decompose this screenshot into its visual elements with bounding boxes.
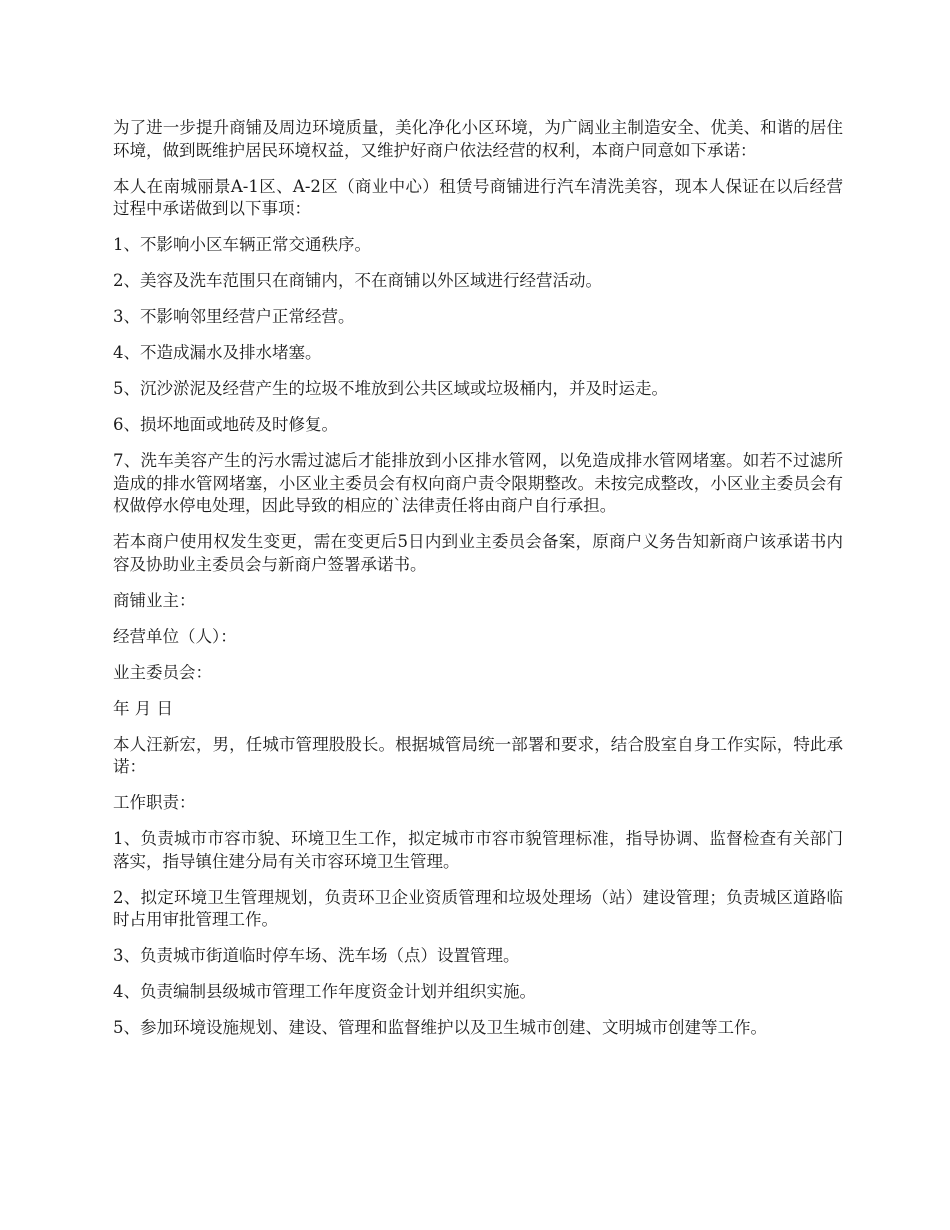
- commitment-item-6: 6、损坏地面或地砖及时修复。: [113, 415, 338, 434]
- commitment-item-5: 5、沉沙淤泥及经营产生的垃圾不堆放到公共区域或垃圾桶内，并及时运走。: [113, 379, 668, 398]
- duty-item-3: 3、负责城市街道临时停车场、洗车场（点）设置管理。: [113, 946, 520, 965]
- commitment-item-4: 4、不造成漏水及排水堵塞。: [113, 343, 322, 362]
- ownership-change-paragraph: 若本商户使用权发生变更，需在变更后5日内到业主委员会备案，原商户义务告知新商户该承诺书内容及协助业主委员会与新商户签署承诺书。: [113, 532, 843, 574]
- duties-heading: 工作职责：: [113, 793, 196, 812]
- signature-date: 年 月 日: [113, 698, 173, 718]
- signature-operator: 经营单位（人）：: [113, 626, 237, 646]
- duty-item-2: 2、拟定环境卫生管理规划，负责环卫企业资质管理和垃圾处理场（站）建设管理；负责城区道路临时占用审批管理工作。: [113, 887, 843, 929]
- duty-item-1: 1、负责城市市容市貌、环境卫生工作，拟定城市市容市貌管理标准，指导协调、监督检查有关部门落实，指导镇住建分局有关市容环境卫生管理。: [113, 829, 843, 871]
- commitment-item-1: 1、不影响小区车辆正常交通秩序。: [113, 235, 371, 254]
- intro-paragraph: 为了进一步提升商铺及周边环境质量，美化净化小区环境，为广阔业主制造安全、优美、和谐的居住环境，做到既维护居民环境权益，又维护好商户依法经营的权利，本商户同意如下承诺：: [113, 118, 843, 160]
- duty-item-5: 5、参加环境设施规划、建设、管理和监督维护以及卫生城市创建、文明城市创建等工作。: [113, 1018, 767, 1037]
- document-body: [113, 117, 843, 1053]
- signature-shop-owner: 商铺业主：: [113, 590, 196, 610]
- commitment-item-2: 2、美容及洗车范围只在商铺内，不在商铺以外区域进行经营活动。: [113, 271, 602, 290]
- lease-statement-paragraph: 本人在南城丽景A-1区、A-2区（商业中心）租赁号商铺进行汽车清洗美容，现本人保证在以后经营过程中承诺做到以下事项：: [113, 176, 843, 218]
- duty-item-4: 4、负责编制县级城市管理工作年度资金计划并组织实施。: [113, 982, 536, 1001]
- signature-owners-committee: 业主委员会：: [113, 662, 212, 682]
- personal-statement-paragraph: 本人汪新宏，男，任城市管理股股长。根据城管局统一部署和要求，结合股室自身工作实际，特此承诺：: [113, 734, 843, 776]
- commitment-item-3: 3、不影响邻里经营户正常经营。: [113, 307, 355, 326]
- commitment-item-7: 7、洗车美容产生的污水需过滤后才能排放到小区排水管网，以免造成排水管网堵塞。如若不过滤所造成的排水管网堵塞，小区业主委员会有权向商户责令限期整改。未按完成整改，小区业主委员会有权做停水停电处理，因此导致的相应的`法律责任将由商户自行承担。: [113, 451, 843, 515]
